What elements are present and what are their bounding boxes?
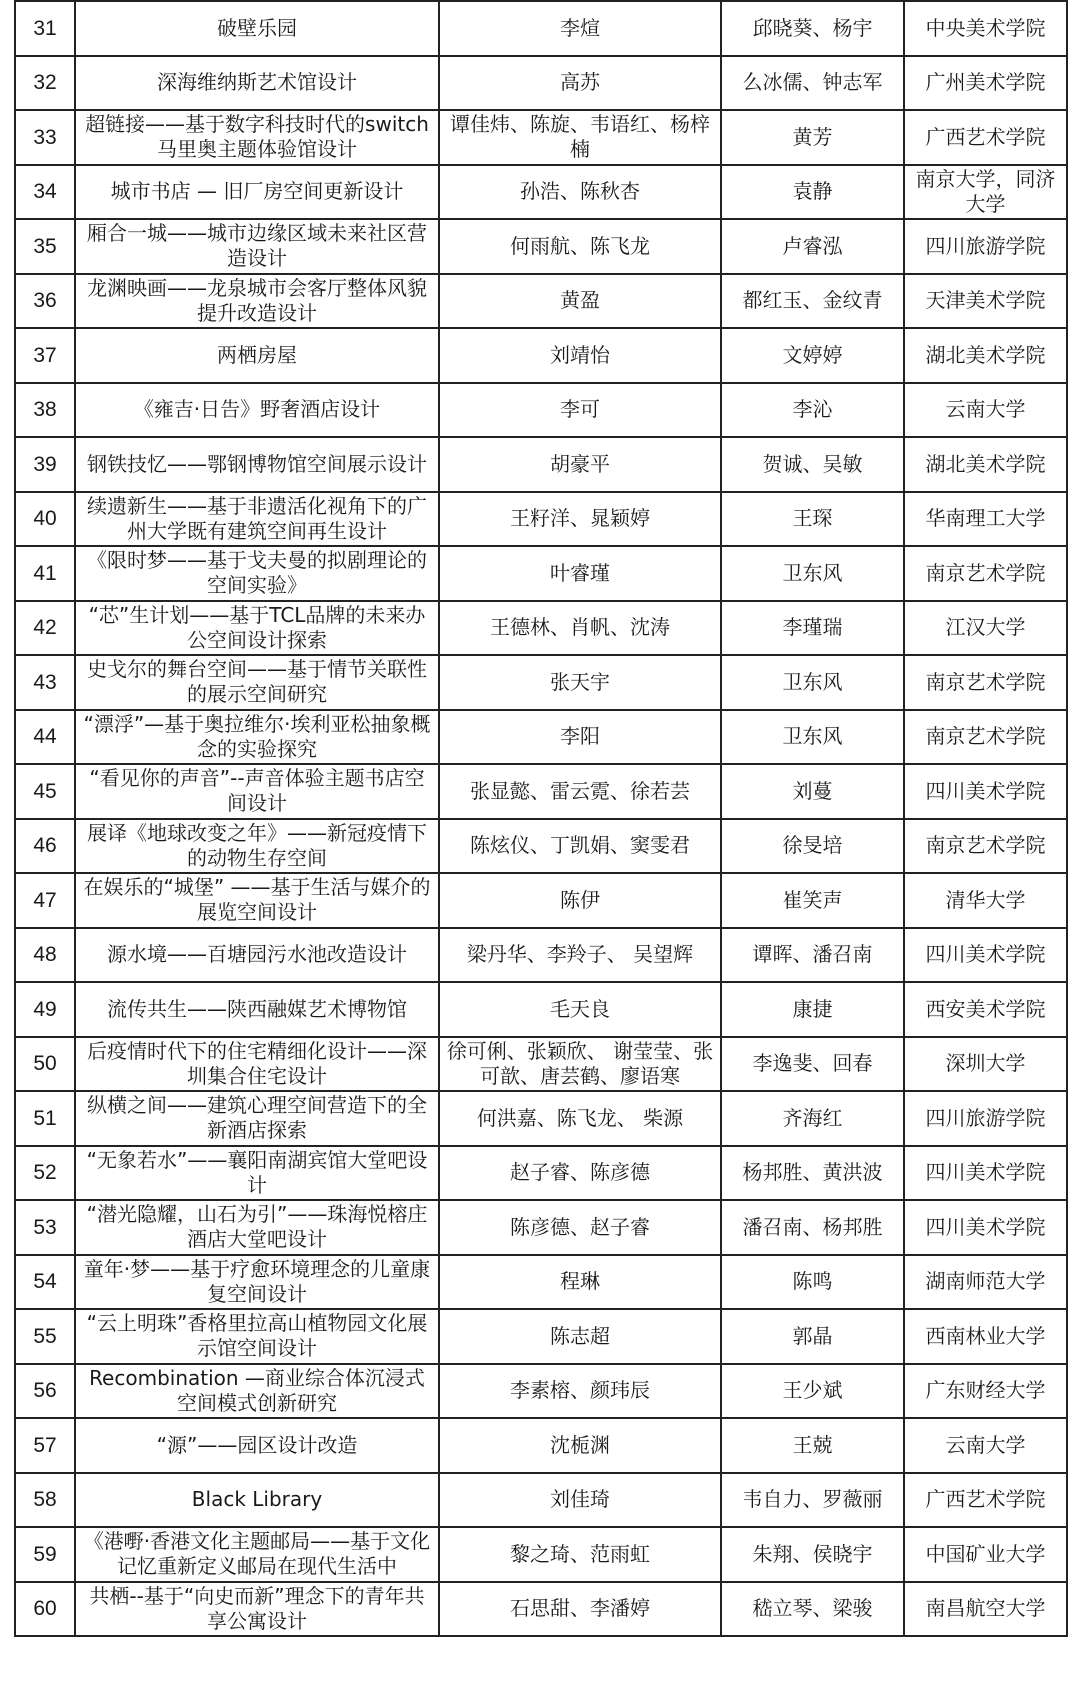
- row-number-cell: 39: [15, 437, 75, 492]
- table-row: [15, 1527, 1067, 1582]
- row-number-cell: 51: [15, 1091, 75, 1146]
- tutors-cell: 李逸斐、回春: [721, 1037, 904, 1092]
- tutors-cell: 都红玉、金纹青: [721, 274, 904, 329]
- authors-cell: 张显懿、雷云霓、徐若芸: [439, 764, 721, 819]
- authors-cell: 高苏: [439, 56, 721, 111]
- table-row: [15, 1037, 1067, 1092]
- tutors-cell: 陈鸣: [721, 1255, 904, 1310]
- school-cell: 云南大学: [904, 1418, 1067, 1473]
- project-title-cell: Black Library: [75, 1473, 439, 1528]
- row-number-cell: 55: [15, 1309, 75, 1364]
- table-row: [15, 655, 1067, 710]
- authors-cell: 孙浩、陈秋杏: [439, 165, 721, 220]
- row-number-cell: 56: [15, 1364, 75, 1419]
- project-title-cell: 史戈尔的舞台空间——基于情节关联性的展示空间研究: [75, 655, 439, 710]
- row-number-cell: 46: [15, 819, 75, 874]
- tutors-cell: 袁静: [721, 165, 904, 220]
- authors-cell: 石思甜、李潘婷: [439, 1582, 721, 1637]
- project-title-cell: 源水境——百塘园污水池改造设计: [75, 928, 439, 983]
- table-row: [15, 219, 1067, 274]
- row-number-cell: 40: [15, 492, 75, 547]
- school-cell: 四川旅游学院: [904, 219, 1067, 274]
- tutors-cell: 王少斌: [721, 1364, 904, 1419]
- project-title-cell: 城市书店 — 旧厂房空间更新设计: [75, 165, 439, 220]
- authors-cell: 刘靖怡: [439, 328, 721, 383]
- row-number-cell: 58: [15, 1473, 75, 1528]
- project-title-cell: 后疫情时代下的住宅精细化设计——深圳集合住宅设计: [75, 1037, 439, 1092]
- project-title-cell: 《雍吉·日告》野奢酒店设计: [75, 383, 439, 438]
- project-title-cell: 流传共生——陕西融媒艺术博物馆: [75, 982, 439, 1037]
- project-title-cell: 《限时梦——基于戈夫曼的拟剧理论的空间实验》: [75, 546, 439, 601]
- row-number-cell: 38: [15, 383, 75, 438]
- school-cell: 南京艺术学院: [904, 819, 1067, 874]
- project-title-cell: “潜光隐耀，山石为引”——珠海悦榕庄酒店大堂吧设计: [75, 1200, 439, 1255]
- tutors-cell: 邱晓葵、杨宇: [721, 1, 904, 56]
- authors-cell: 李煊: [439, 1, 721, 56]
- project-title-cell: 纵横之间——建筑心理空间营造下的全新酒店探索: [75, 1091, 439, 1146]
- tutors-cell: 黄芳: [721, 110, 904, 165]
- row-number-cell: 48: [15, 928, 75, 983]
- table-row: [15, 873, 1067, 928]
- table-row: [15, 1091, 1067, 1146]
- project-title-cell: “源”——园区设计改造: [75, 1418, 439, 1473]
- authors-cell: 李可: [439, 383, 721, 438]
- tutors-cell: 杨邦胜、黄洪波: [721, 1146, 904, 1201]
- row-number-cell: 52: [15, 1146, 75, 1201]
- school-cell: 南京艺术学院: [904, 710, 1067, 765]
- project-title-cell: “云上明珠”香格里拉高山植物园文化展示馆空间设计: [75, 1309, 439, 1364]
- table-row: [15, 1309, 1067, 1364]
- table-row: [15, 1418, 1067, 1473]
- authors-cell: 陈伊: [439, 873, 721, 928]
- authors-cell: 李阳: [439, 710, 721, 765]
- table-row: [15, 764, 1067, 819]
- school-cell: 西南林业大学: [904, 1309, 1067, 1364]
- authors-cell: 王德林、肖帆、沈涛: [439, 601, 721, 656]
- school-cell: 西安美术学院: [904, 982, 1067, 1037]
- authors-cell: 叶睿瑾: [439, 546, 721, 601]
- school-cell: 四川美术学院: [904, 1200, 1067, 1255]
- table-row: [15, 165, 1067, 220]
- tutors-cell: 谭晖、潘召南: [721, 928, 904, 983]
- table-row: [15, 1255, 1067, 1310]
- school-cell: 中国矿业大学: [904, 1527, 1067, 1582]
- authors-cell: 何雨航、陈飞龙: [439, 219, 721, 274]
- authors-cell: 陈彦德、赵子睿: [439, 1200, 721, 1255]
- table-row: [15, 1146, 1067, 1201]
- table-row: [15, 383, 1067, 438]
- tutors-cell: 刘蔓: [721, 764, 904, 819]
- table-row: [15, 56, 1067, 111]
- table-row: [15, 1364, 1067, 1419]
- table-row: [15, 928, 1067, 983]
- row-number-cell: 49: [15, 982, 75, 1037]
- authors-cell: 黄盈: [439, 274, 721, 329]
- school-cell: 清华大学: [904, 873, 1067, 928]
- authors-cell: 王籽洋、晁颖婷: [439, 492, 721, 547]
- school-cell: 深圳大学: [904, 1037, 1067, 1092]
- award-list-table: [14, 0, 1068, 1637]
- project-title-cell: 深海维纳斯艺术馆设计: [75, 56, 439, 111]
- school-cell: 华南理工大学: [904, 492, 1067, 547]
- school-cell: 南京艺术学院: [904, 655, 1067, 710]
- authors-cell: 何洪嘉、陈飞龙、 柴源: [439, 1091, 721, 1146]
- project-title-cell: 展译《地球改变之年》——新冠疫情下的动物生存空间: [75, 819, 439, 874]
- table-row: [15, 1582, 1067, 1637]
- row-number-cell: 45: [15, 764, 75, 819]
- table-row: [15, 328, 1067, 383]
- table-row: [15, 1, 1067, 56]
- row-number-cell: 43: [15, 655, 75, 710]
- tutors-cell: 卫东风: [721, 655, 904, 710]
- project-title-cell: 钢铁技忆——鄂钢博物馆空间展示设计: [75, 437, 439, 492]
- project-title-cell: 《港嘢·香港文化主题邮局——基于文化记忆重新定义邮局在现代生活中: [75, 1527, 439, 1582]
- authors-cell: 程琳: [439, 1255, 721, 1310]
- tutors-cell: 韦自力、罗薇丽: [721, 1473, 904, 1528]
- school-cell: 四川旅游学院: [904, 1091, 1067, 1146]
- table-row: [15, 110, 1067, 165]
- project-title-cell: “看见你的声音”--声音体验主题书店空间设计: [75, 764, 439, 819]
- tutors-cell: 卫东风: [721, 710, 904, 765]
- tutors-cell: 卢睿泓: [721, 219, 904, 274]
- row-number-cell: 60: [15, 1582, 75, 1637]
- authors-cell: 陈志超: [439, 1309, 721, 1364]
- project-title-cell: 龙渊映画——龙泉城市会客厅整体风貌提升改造设计: [75, 274, 439, 329]
- school-cell: 湖南师范大学: [904, 1255, 1067, 1310]
- tutors-cell: 齐海红: [721, 1091, 904, 1146]
- tutors-cell: 徐旻培: [721, 819, 904, 874]
- authors-cell: 李素榕、颜玮辰: [439, 1364, 721, 1419]
- tutors-cell: 文婷婷: [721, 328, 904, 383]
- row-number-cell: 32: [15, 56, 75, 111]
- authors-cell: 陈炫仪、丁凯娟、窦雯君: [439, 819, 721, 874]
- row-number-cell: 42: [15, 601, 75, 656]
- school-cell: 广州美术学院: [904, 56, 1067, 111]
- row-number-cell: 50: [15, 1037, 75, 1092]
- authors-cell: 刘佳琦: [439, 1473, 721, 1528]
- school-cell: 中央美术学院: [904, 1, 1067, 56]
- project-title-cell: “无象若水”——襄阳南湖宾馆大堂吧设计: [75, 1146, 439, 1201]
- project-title-cell: 超链接——基于数字科技时代的switch马里奥主题体验馆设计: [75, 110, 439, 165]
- school-cell: 云南大学: [904, 383, 1067, 438]
- project-title-cell: “芯”生计划——基于TCL品牌的未来办公空间设计探索: [75, 601, 439, 656]
- row-number-cell: 57: [15, 1418, 75, 1473]
- tutors-cell: 么冰儒、钟志军: [721, 56, 904, 111]
- school-cell: 天津美术学院: [904, 274, 1067, 329]
- row-number-cell: 34: [15, 165, 75, 220]
- tutors-cell: 王琛: [721, 492, 904, 547]
- school-cell: 广西艺术学院: [904, 110, 1067, 165]
- authors-cell: 毛天良: [439, 982, 721, 1037]
- tutors-cell: 李瑾瑞: [721, 601, 904, 656]
- row-number-cell: 53: [15, 1200, 75, 1255]
- school-cell: 四川美术学院: [904, 764, 1067, 819]
- school-cell: 四川美术学院: [904, 928, 1067, 983]
- tutors-cell: 嵇立琴、梁骏: [721, 1582, 904, 1637]
- tutors-cell: 潘召南、杨邦胜: [721, 1200, 904, 1255]
- school-cell: 广西艺术学院: [904, 1473, 1067, 1528]
- authors-cell: 黎之琦、范雨虹: [439, 1527, 721, 1582]
- school-cell: 江汉大学: [904, 601, 1067, 656]
- table-body: [15, 1, 1067, 1636]
- authors-cell: 沈栀渊: [439, 1418, 721, 1473]
- row-number-cell: 41: [15, 546, 75, 601]
- table-row: [15, 437, 1067, 492]
- school-cell: 南京大学，同济大学: [904, 165, 1067, 220]
- table-row: [15, 1200, 1067, 1255]
- tutors-cell: 朱翔、侯晓宇: [721, 1527, 904, 1582]
- project-title-cell: 童年·梦——基于疗愈环境理念的儿童康复空间设计: [75, 1255, 439, 1310]
- table-row: [15, 274, 1067, 329]
- table-row: [15, 710, 1067, 765]
- row-number-cell: 33: [15, 110, 75, 165]
- table-row: [15, 982, 1067, 1037]
- tutors-cell: 卫东风: [721, 546, 904, 601]
- tutors-cell: 王兢: [721, 1418, 904, 1473]
- project-title-cell: 续遗新生——基于非遗活化视角下的广州大学既有建筑空间再生设计: [75, 492, 439, 547]
- authors-cell: 谭佳炜、陈旋、韦语红、杨梓楠: [439, 110, 721, 165]
- school-cell: 湖北美术学院: [904, 328, 1067, 383]
- authors-cell: 张天宇: [439, 655, 721, 710]
- project-title-cell: Recombination —商业综合体沉浸式空间模式创新研究: [75, 1364, 439, 1419]
- row-number-cell: 35: [15, 219, 75, 274]
- authors-cell: 赵子睿、陈彦德: [439, 1146, 721, 1201]
- row-number-cell: 47: [15, 873, 75, 928]
- project-title-cell: 两栖房屋: [75, 328, 439, 383]
- table-row: [15, 1473, 1067, 1528]
- tutors-cell: 崔笑声: [721, 873, 904, 928]
- table-row: [15, 492, 1067, 547]
- project-title-cell: “漂浮”—基于奥拉维尔·埃利亚松抽象概念的实验探究: [75, 710, 439, 765]
- table-row: [15, 601, 1067, 656]
- school-cell: 南京艺术学院: [904, 546, 1067, 601]
- row-number-cell: 37: [15, 328, 75, 383]
- table-row: [15, 546, 1067, 601]
- row-number-cell: 59: [15, 1527, 75, 1582]
- authors-cell: 梁丹华、李羚子、 吴望辉: [439, 928, 721, 983]
- school-cell: 湖北美术学院: [904, 437, 1067, 492]
- tutors-cell: 贺诚、吴敏: [721, 437, 904, 492]
- project-title-cell: 在娱乐的“城堡” ——基于生活与媒介的展览空间设计: [75, 873, 439, 928]
- row-number-cell: 54: [15, 1255, 75, 1310]
- table-row: [15, 819, 1067, 874]
- school-cell: 南昌航空大学: [904, 1582, 1067, 1637]
- authors-cell: 徐可俐、张颖欣、 谢莹莹、张可歆、唐芸鹤、廖语寒: [439, 1037, 721, 1092]
- row-number-cell: 36: [15, 274, 75, 329]
- project-title-cell: 共栖--基于“向史而新”理念下的青年共享公寓设计: [75, 1582, 439, 1637]
- tutors-cell: 郭晶: [721, 1309, 904, 1364]
- project-title-cell: 厢合一城——城市边缘区域未来社区营造设计: [75, 219, 439, 274]
- row-number-cell: 44: [15, 710, 75, 765]
- row-number-cell: 31: [15, 1, 75, 56]
- school-cell: 四川美术学院: [904, 1146, 1067, 1201]
- school-cell: 广东财经大学: [904, 1364, 1067, 1419]
- tutors-cell: 康捷: [721, 982, 904, 1037]
- project-title-cell: 破壁乐园: [75, 1, 439, 56]
- authors-cell: 胡豪平: [439, 437, 721, 492]
- tutors-cell: 李沁: [721, 383, 904, 438]
